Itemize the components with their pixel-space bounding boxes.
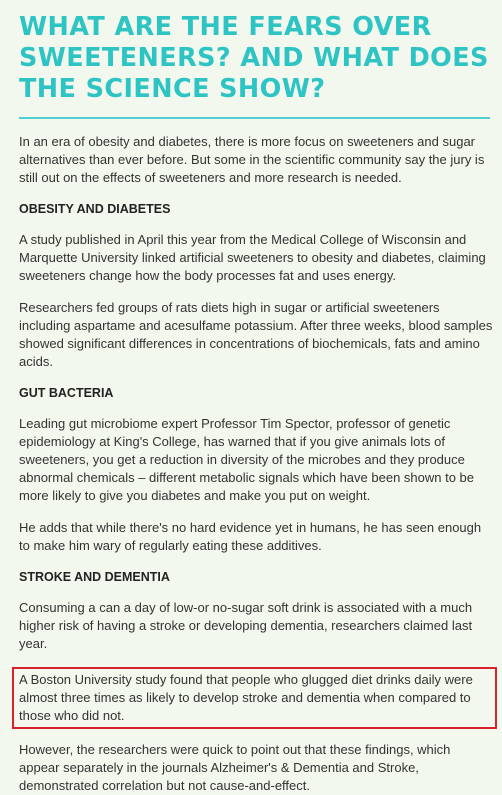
closing-paragraph: However, the researchers were quick to point out that these findings, which appear separately in the journals Alzheimer's & Dementia and Stroke, demonstrated correlation but not cause-and-effect. bbox=[19, 742, 451, 793]
stroke-paragraph-1: Consuming a can a day of low-or no-sugar soft drink is associated with a much higher risk of having a stroke or developing dementia, researchers claimed last year. bbox=[19, 600, 473, 651]
article-title: WHAT ARE THE FEARS OVER SWEETENERS? AND WHAT DOES THE SCIENCE SHOW? bbox=[19, 12, 489, 104]
intro-paragraph: In an era of obesity and diabetes, there is more focus on sweeteners and sugar alternatives than ever before. But some in the scientific community say the jury is still out on the effects of sweeteners and more research is needed. bbox=[19, 134, 485, 185]
section-heading-stroke: STROKE AND DEMENTIA bbox=[19, 570, 170, 584]
gut-paragraph-1: Leading gut microbiome expert Professor Tim Spector, professor of genetic epidemiology at King's College, has warned that if you give animals lots of sweeteners, you get a reduction in diversity of the microbes and they produce abnormal chemicals – different metabolic signals which have been shown to be more likely to give you diabetes and make you put on weight. bbox=[19, 416, 475, 503]
highlighted-paragraph: A Boston University study found that people who glugged diet drinks daily were almost three times as likely to develop stroke and dementia when compared to those who did not. bbox=[19, 672, 473, 723]
section-heading-obesity: OBESITY AND DIABETES bbox=[19, 202, 171, 216]
article-body bbox=[19, 133, 493, 795]
title-divider bbox=[19, 117, 490, 119]
obesity-paragraph-2: Researchers fed groups of rats diets high in sugar or artificial sweeteners including aspartame and acesulfame potassium. After three weeks, blood samples showed significant differences in concentrations of biochemicals, fats and amino acids. bbox=[19, 300, 493, 369]
highlight-box bbox=[12, 667, 497, 729]
gut-paragraph-2: He adds that while there's no hard evidence yet in humans, he has seen enough to make him wary of regularly eating these additives. bbox=[19, 520, 482, 553]
obesity-paragraph-1: A study published in April this year from the Medical College of Wisconsin and Marquette University linked artificial sweeteners to obesity and diabetes, claiming sweeteners change how the body processes fat and uses energy. bbox=[19, 232, 486, 283]
section-heading-gut: GUT BACTERIA bbox=[19, 386, 114, 400]
